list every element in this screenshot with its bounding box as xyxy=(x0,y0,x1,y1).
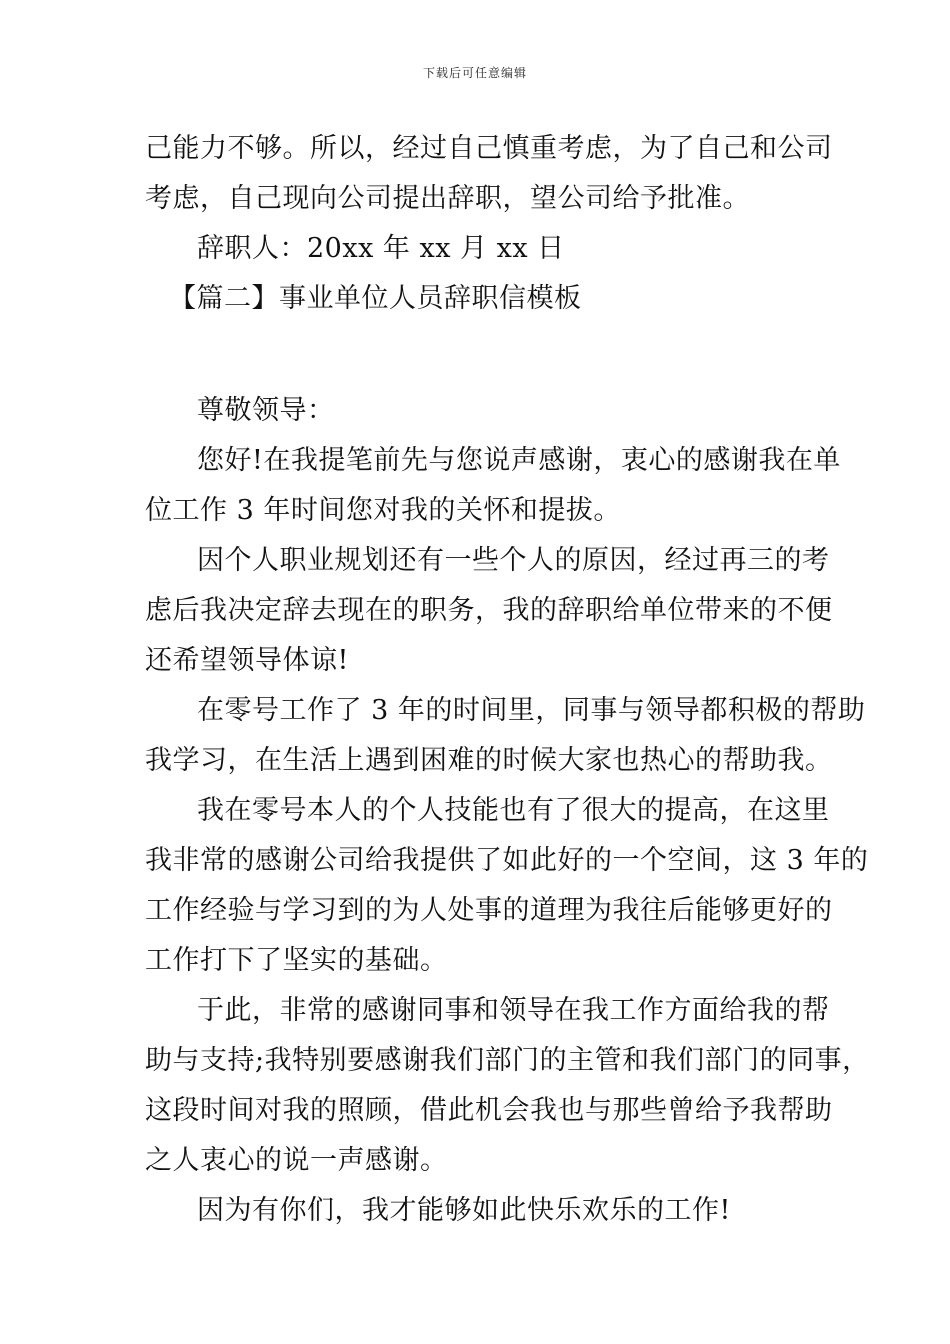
paragraph-line: 助与支持;我特别要感谢我们部门的主管和我们部门的同事， xyxy=(145,1045,870,1076)
paragraph-line: 还希望领导体谅! xyxy=(145,645,349,676)
signature-date-line: 辞职人：20xx 年 xx 月 xx 日 xyxy=(197,233,565,264)
paragraph-line: 您好!在我提笔前先与您说声感谢，衷心的感谢我在单 xyxy=(197,445,841,476)
paragraph-line: 我非常的感谢公司给我提供了如此好的一个空间，这 3 年的 xyxy=(145,845,869,876)
salutation: 尊敬领导： xyxy=(197,395,335,426)
paragraph-line: 于此，非常的感谢同事和领导在我工作方面给我的帮 xyxy=(197,995,830,1026)
blank-spacer xyxy=(145,324,810,386)
paragraph-line: 我学习，在生活上遇到困难的时候大家也热心的帮助我。 xyxy=(145,745,833,776)
paragraph-line: 因个人职业规划还有一些个人的原因，经过再三的考 xyxy=(197,545,830,576)
paragraph-line: 位工作 3 年时间您对我的关怀和提拔。 xyxy=(145,495,621,526)
paragraph-line: 虑后我决定辞去现在的职务，我的辞职给单位带来的不便 xyxy=(145,595,833,626)
paragraph-line: 工作经验与学习到的为人处事的道理为我往后能够更好的 xyxy=(145,895,833,926)
paragraph-line: 之人衷心的说一声感谢。 xyxy=(145,1145,448,1176)
paragraph-line: 我在零号本人的个人技能也有了很大的提高，在这里 xyxy=(197,795,830,826)
section-heading: 【篇二】事业单位人员辞职信模板 xyxy=(169,283,582,314)
paragraph-line: 因为有你们，我才能够如此快乐欢乐的工作! xyxy=(197,1195,731,1226)
paragraph-line: 工作打下了坚实的基础。 xyxy=(145,945,448,976)
document-body xyxy=(145,124,870,1236)
page-header: 下载后可任意编辑 xyxy=(422,66,527,80)
paragraph-line: 在零号工作了 3 年的时间里，同事与领导都积极的帮助 xyxy=(197,695,866,726)
paragraph-line: 考虑，自己现向公司提出辞职，望公司给予批准。 xyxy=(145,183,750,214)
paragraph-line: 己能力不够。所以，经过自己慎重考虑，为了自己和公司 xyxy=(145,133,833,164)
paragraph-line: 这段时间对我的照顾，借此机会我也与那些曾给予我帮助 xyxy=(145,1095,833,1126)
